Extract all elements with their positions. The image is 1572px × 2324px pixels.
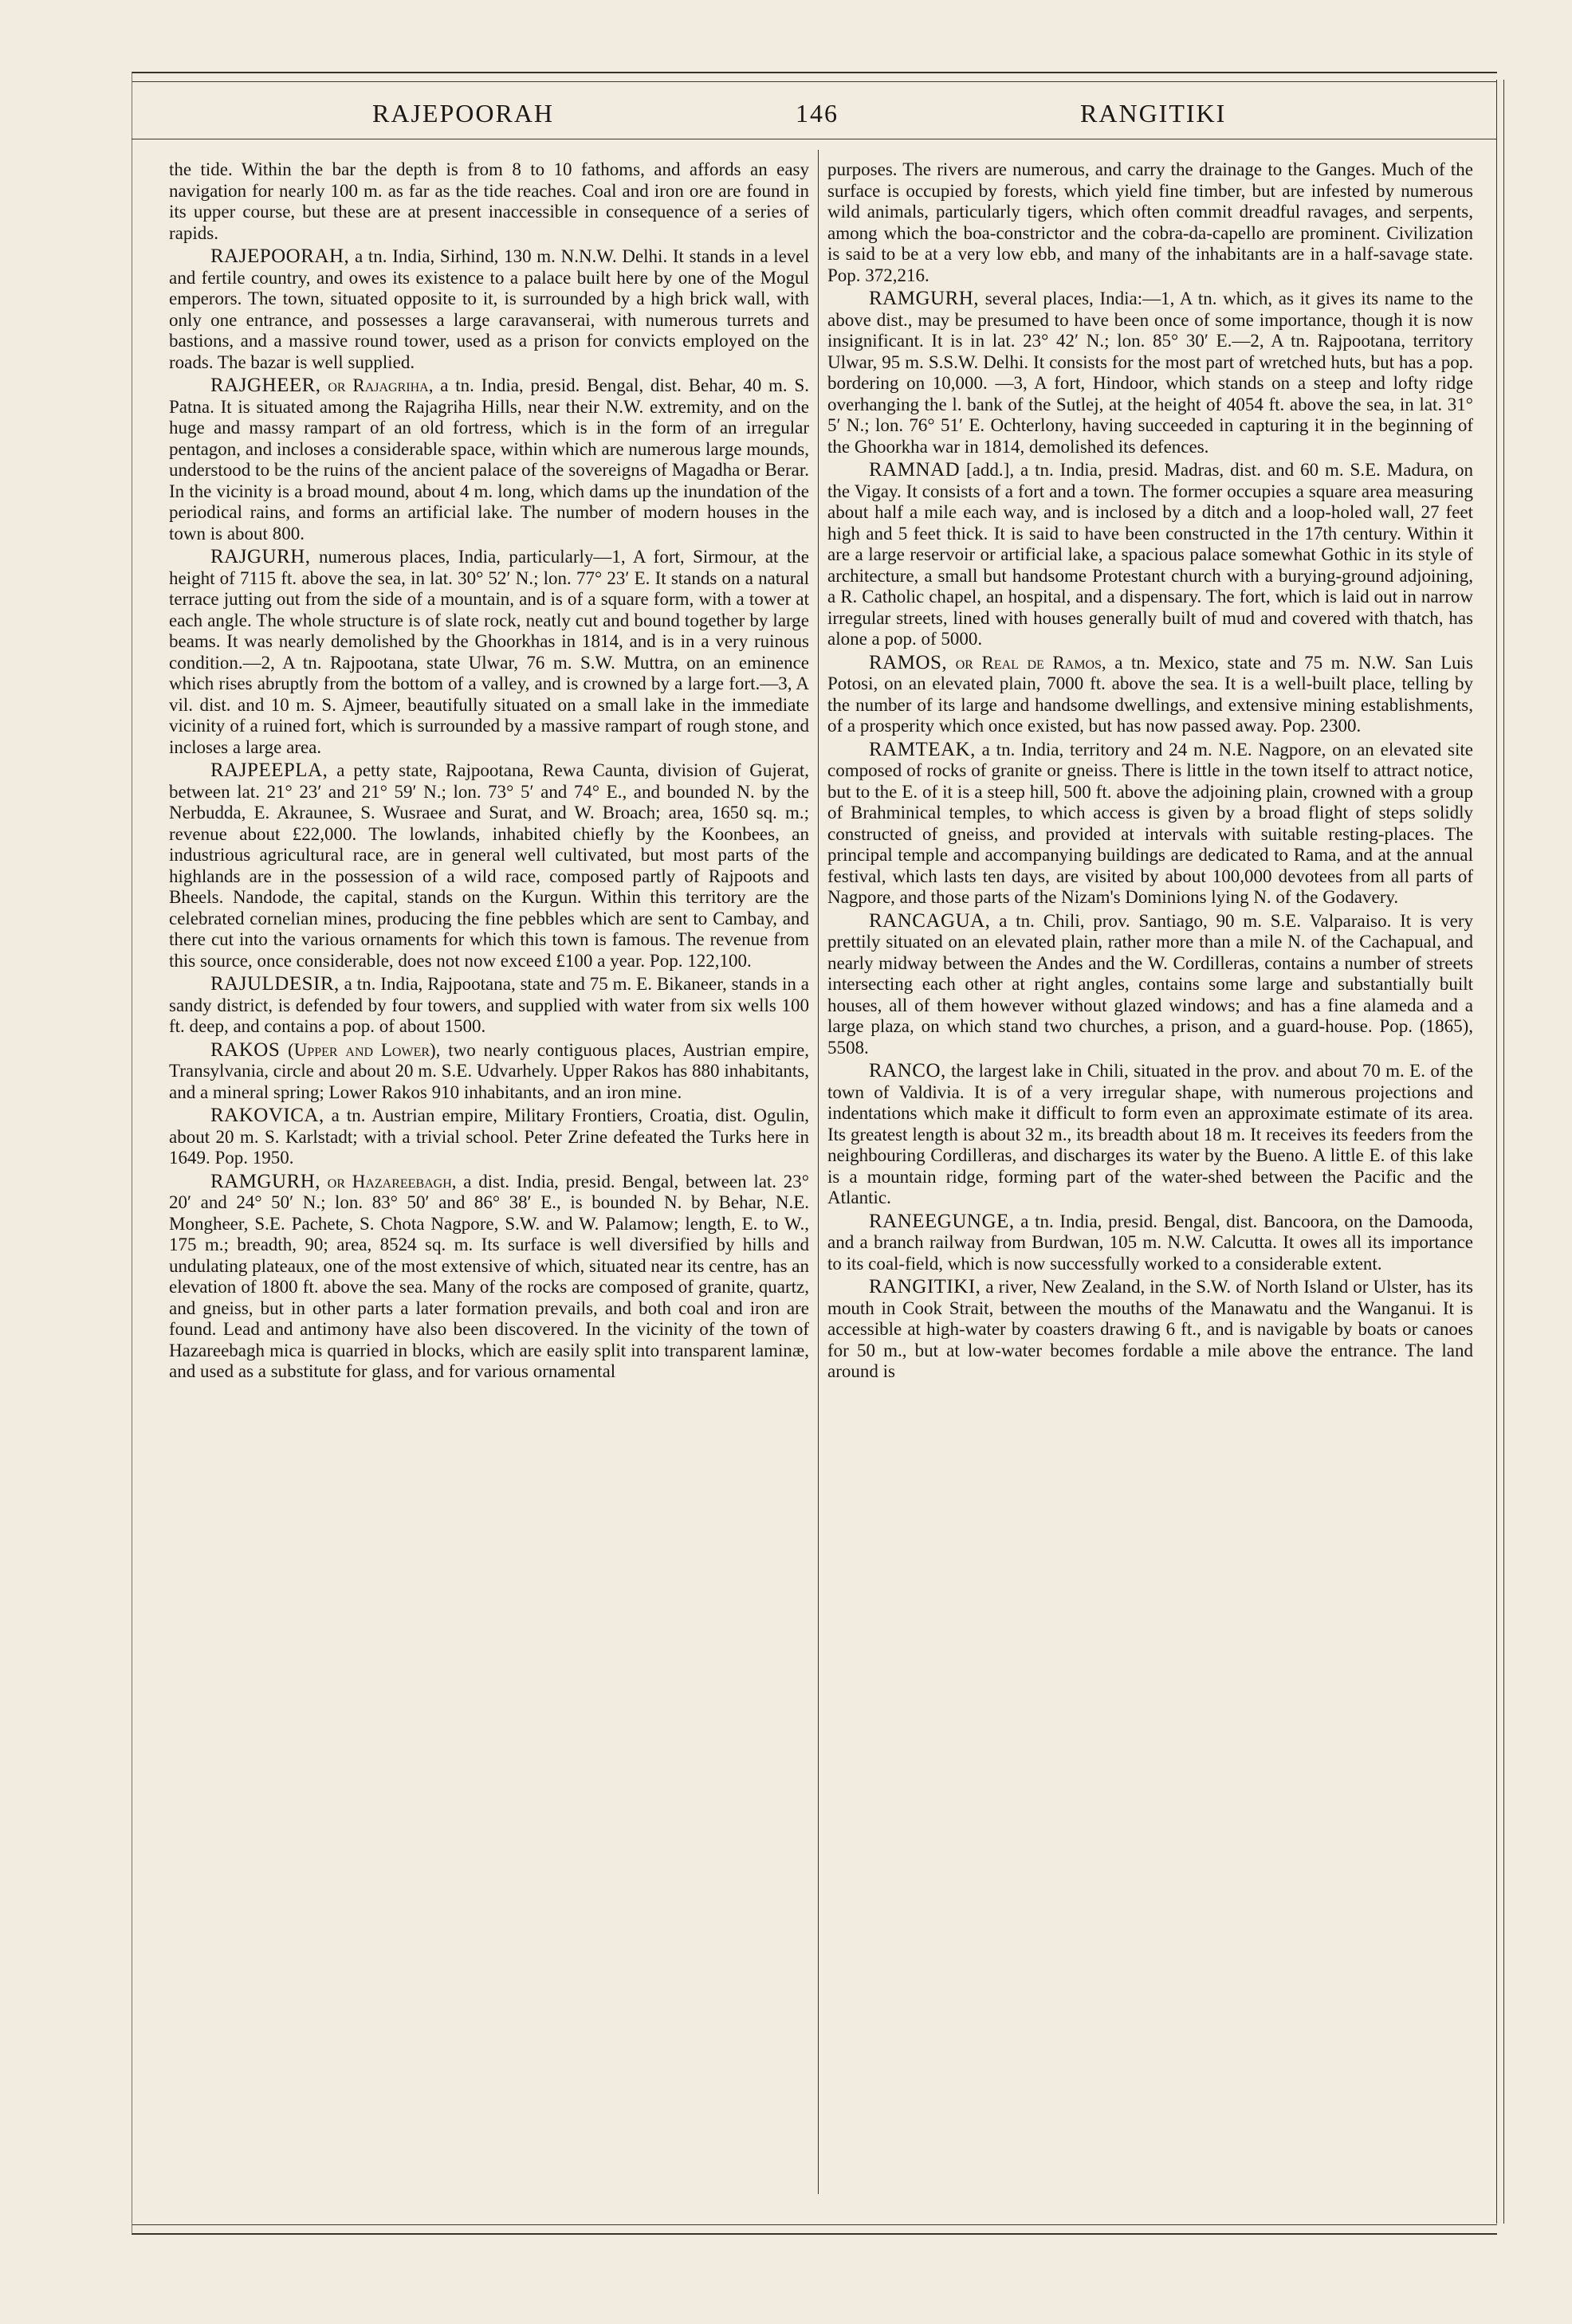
entry-text: numerous places, India, particularly—1, A fort, Sirmour, at the height of 7115 ft. above the sea, in lat. 30° 52′ N.; lon. 77° 23′ E. It stands on a natural terrace jutting out from the side of a mountain, and is of a square form, with a tower at each angle. The whole structure is of slate rock, neatly cut and bound together by large beams. It was nearly demolished by the Ghoorkhas in 1814, and is in a very ruinous condition.—2, A tn. Rajpootana, state Ulwar, 76 m. S.W. Muttra, on an eminence which rises abruptly from the bottom of a valley, and is crowned by a large fort.—3, A vil. dist. and 10 m. S. Ajmeer, beautifully situated on a small lake in the immediate vicinity of a ruined fort, which is surrounded by a massive rampart of rough stone, and incloses a large area.	[169, 547, 809, 757]
continued-paragraph: purposes. The rivers are numerous, and carry the drainage to the Ganges. Much of the surface is occupied by forests, which yield fine timber, but are infested by numerous wild animals, particularly tigers, which often commit dreadful ravages, and serpents, among which the boa-constrictor and the cobra-da-capello are prominent. Civilization is said to be at a very low ebb, and many of the inhabitants are in a half-savage state. Pop. 372,216.	[827, 159, 1473, 285]
entry-alt-name: or Rajagriha,	[320, 375, 434, 395]
entry-headword: RAJULDESIR,	[210, 973, 340, 995]
entry-text: [add.], a tn. India, presid. Madras, dist. and 60 m. S.E. Madura, on the Vigay. It consists of a fort and a town. The former occupies a square area measuring about half a mile each way, and is inclosed by a ditch and a loop-holed wall, 27 feet high and 5 feet thick. It is said to have been constructed in the 17th century. Within it are a large reservoir or artificial lake, a spacious palace somewhat Gothic in its style of architecture, a small but handsome Protestant church with a burying-ground adjoining, a R. Catholic chapel, an hospital, and a dispensary. The fort, which is laid out in narrow irregular streets, lined with houses generally built of mud and covered with thatch, has alone a pop. of 5000.	[827, 460, 1473, 649]
header-right-word: RANGITIKI	[1080, 99, 1227, 128]
entry-alt-name: or Real de Ramos,	[947, 652, 1106, 673]
gazetteer-entry	[169, 246, 809, 373]
continued-paragraph: the tide. Within the bar the depth is from 8 to 10 fathoms, and affords an easy navigation for nearly 100 m. as far as the tide reaches. Coal and iron ore are found in its upper course, but these are at present inaccessible in consequence of a series of rapids.	[169, 159, 809, 243]
entry-text: a tn. India, Sirhind, 130 m. N.N.W. Delhi. It stands in a level and fertile country, and owes its existence to a palace built here by one of the Mogul emperors. The town, situated opposite to it, is surrounded by a high brick wall, with only one entrance, and possesses a large caravanserai, with numerous turrets and bastions, and a massive round tower, used as a prison for convicts employed on the roads. The bazar is well supplied.	[169, 246, 809, 372]
entry-alt-name: or Hazareebagh,	[320, 1171, 457, 1191]
gazetteer-entry	[827, 1061, 1473, 1209]
gazetteer-entry	[169, 974, 809, 1038]
entry-text: a tn. India, Rajpootana, state and 75 m. E. Bikaneer, stands in a sandy district, is defended by four towers, and supplied with water from six wells 100 ft. deep, and contains a pop. of about 1500.	[169, 974, 809, 1036]
right-border-rule-outer	[1503, 80, 1504, 2224]
entry-headword: RAMTEAK,	[869, 738, 976, 760]
entry-headword: RAKOS	[210, 1038, 281, 1061]
entry-headword: RAMNAD	[869, 459, 961, 481]
right-border-rule	[1496, 80, 1497, 2224]
entry-headword: RANGITIKI,	[869, 1276, 981, 1297]
left-column	[169, 159, 809, 1385]
right-column	[827, 159, 1473, 1385]
entry-headword: RAMGURH,	[210, 1170, 321, 1192]
entry-text: a tn. India, presid. Bengal, dist. Behar, 40 m. S. Patna. It is situated among the Rajagriha Hills, near their N.W. extremity, and on the huge and massy rampart of an old fortress, which is in the form of an irregular pentagon, and incloses a considerable space, within which are numerous large mounds, understood to be the ruins of the ancient palace of the sovereigns of Magadha or Berar. In the vicinity is a broad mound, about 4 m. long, which dams up the inundation of the periodical rains, and forms an artificial lake. The number of modern houses in the town is about 800.	[169, 375, 809, 544]
entry-headword: RAJEPOORAH,	[210, 245, 350, 267]
gazetteer-entry	[169, 375, 809, 544]
gazetteer-entry	[827, 911, 1473, 1059]
entry-alt-name: (Upper and Lower),	[280, 1039, 441, 1060]
entry-text: a tn. Chili, prov. Santiago, 90 m. S.E. Valparaiso. It is very prettily situated on an elevated plain, rather more than a mile N. of the Cachapual, and nearly midway between the Andes and the W. Cordilleras, contains a number of streets intersecting each other at right angles, contains some large and substantially built houses, all of them however without glazed windows; and has a fine alameda and a large plaza, on which stand two churches, a prison, and a guard-house. Pop. (1865), 5508.	[827, 910, 1473, 1058]
entry-text: a tn. Mexico, state and 75 m. N.W. San Luis Potosi, on an elevated plain, 7000 ft. above the sea. It is a well-built place, telling by the number of its large and handsome dwellings, and extensive mining establishments, of a prosperity which once existed, but has now passed away. Pop. 2300.	[827, 652, 1473, 736]
gazetteer-entry	[169, 1105, 809, 1169]
gazetteer-entry	[827, 1211, 1473, 1275]
entry-headword: RANCAGUA,	[869, 909, 991, 932]
gazetteer-entry	[827, 1277, 1473, 1383]
gazetteer-entry	[169, 1040, 809, 1104]
entry-headword: RAJGURH,	[210, 546, 311, 567]
entry-text: a river, New Zealand, in the S.W. of North Island or Ulster, has its mouth in Cook Strait, between the mouths of the Manawatu and the Wanganui. It is accessible at high-water by coasters drawing 6 ft., and is navigable by boats or canoes for 50 m., but at low-water becomes fordable a mile above the entrance. The land around is	[827, 1277, 1473, 1381]
entry-text: two nearly contiguous places, Austrian empire, Transylvania, circle and about 20 m. S.E. Udvarhely. Upper Rakos has 880 inhabitants, and a mineral spring; Lower Rakos 910 inhabitants, and an iron mine.	[169, 1039, 809, 1102]
entry-headword: RAKOVICA,	[210, 1105, 324, 1126]
entry-headword: RANCO,	[869, 1060, 946, 1082]
gazetteer-entry	[169, 1172, 809, 1383]
running-header	[132, 94, 1496, 139]
entry-headword: RAMGURH,	[869, 288, 980, 309]
gazetteer-entry	[827, 460, 1473, 650]
gazetteer-entry	[827, 289, 1473, 457]
page-number: 146	[796, 99, 839, 128]
gazetteer-entry	[169, 760, 809, 972]
entry-text: a tn. Austrian empire, Military Frontiers, Croatia, dist. Ogulin, about 20 m. S. Karlstadt; with a trivial school. Peter Zrine defeated the Turks here in 1649. Pop. 1950.	[169, 1105, 809, 1168]
entry-headword: RANEEGUNGE,	[869, 1210, 1015, 1232]
entry-text: several places, India:—1, A tn. which, as it gives its name to the above dist., may be presumed to have been once of some importance, though it is now insignificant. It is in lat. 23° 42′ N.; lon. 85° 30′ E.—2, A tn. Rajpootana, territory Ulwar, 95 m. S.S.W. Delhi. It consists for the most part of wretched huts, but has a pop. bordering on 10,000. —3, A fort, Hindoor, which stands on a steep and lofty ridge overhanging the l. bank of the Sutlej, at the height of 4054 ft. above the sea, in lat. 31° 5′ N.; lon. 76° 51′ E. Ochterlony, having succeeded in capturing it in the beginning of the Ghoorkha war in 1814, demolished its defences.	[827, 289, 1473, 457]
gazetteer-entry	[169, 547, 809, 758]
entry-headword: RAJGHEER,	[210, 375, 321, 396]
entry-text: a dist. India, presid. Bengal, between lat. 23° 20′ and 24° 50′ N.; lon. 83° 50′ and 86° 38′ E., is bounded N. by Behar, N.E. Mongheer, S.E. Pachete, S. Chota Nagpore, S.W. and W. Palamow; length, E. to W., 175 m.; breadth, 90; area, 8524 sq. m. Its surface is well diversified by hills and undulating plateaux, one of the most extensive of which, situated near its centre, has an elevation of 1800 ft. above the sea. Many of the rocks are composed of granite, quartz, and gneiss, but in other parts a later formation prevails, and both coal and iron are found. Lead and antimony have also been discovered. In the vicinity of the town of Hazareebagh mica is quarried in blocks, which are easily split into transparent laminæ, and used as a substitute for glass, and for various ornamental	[169, 1171, 809, 1381]
entry-text: a tn. India, territory and 24 m. N.E. Nagpore, on an elevated site composed of rocks of granite or gneiss. There is little in the town itself to attract notice, but to the E. of it is a steep hill, 500 ft. above the adjoining plain, crowned with a group of Brahminical temples, to which access is given by a broad flight of steps solidly constructed of gneiss, and provided at intervals with suitable resting-places. The principal temple and accompanying buildings are dedicated to Rama, and at the annual festival, which lasts ten days, are visited by about 100,000 devotees from all parts of Nagpore, and those parts of the Nizam's Dominions lying N. of the Godavery.	[827, 739, 1473, 907]
entry-headword: RAMOS,	[869, 651, 948, 673]
entry-text: the largest lake in Chili, situated in the prov. and about 70 m. E. of the town of Valdivia. It is of a very irregular shape, with numerous projections and indentations which make it difficult to form even an approximate estimate of its area. Its greatest length is about 32 m., its breadth about 18 m. It receives its feeders from the neighbouring Cordilleras, and discharges its water by the Bueno. A little E. of this lake is a mountain ridge, forming part of the water-shed between the Pacific and the Atlantic.	[827, 1061, 1473, 1207]
gazetteer-entry	[827, 740, 1473, 909]
entry-text: a petty state, Rajpootana, Rewa Caunta, division of Gujerat, between lat. 21° 23′ and 21° 59′ N.; lon. 73° 5′ and 74° E., and bounded N. by the Nerbudda, E. Akraunee, S. Wusraee and Surat, and W. Broach; area, 1650 sq. m.; revenue about £22,000. The lowlands, inhabited chiefly by the Koonbees, an industrious agricultural race, are in general well cultivated, but most parts of the highlands are in the possession of a wild race, composed partly of Rajpoots and Bheels. Nandode, the capital, stands on the Kurgun. Within this territory are the celebrated cornelian mines, producing the fine pebbles which are sent to Cambay, and there cut into the various ornaments for which this town is famous. The revenue from this source, once considerable, does not now exceed £100 a year. Pop. 122,100.	[169, 760, 809, 971]
gazetteer-entry	[827, 653, 1473, 737]
column-divider	[818, 150, 819, 2194]
entry-text: a tn. India, presid. Bengal, dist. Bancoora, on the Damooda, and a branch railway from Burdwan, 105 m. N.W. Calcutta. It owes all its importance to its coal-field, which is now successfully worked to a considerable extent.	[827, 1211, 1473, 1274]
header-left-word: RAJEPOORAH	[372, 99, 555, 128]
entry-headword: RAJPEEPLA,	[210, 760, 328, 781]
